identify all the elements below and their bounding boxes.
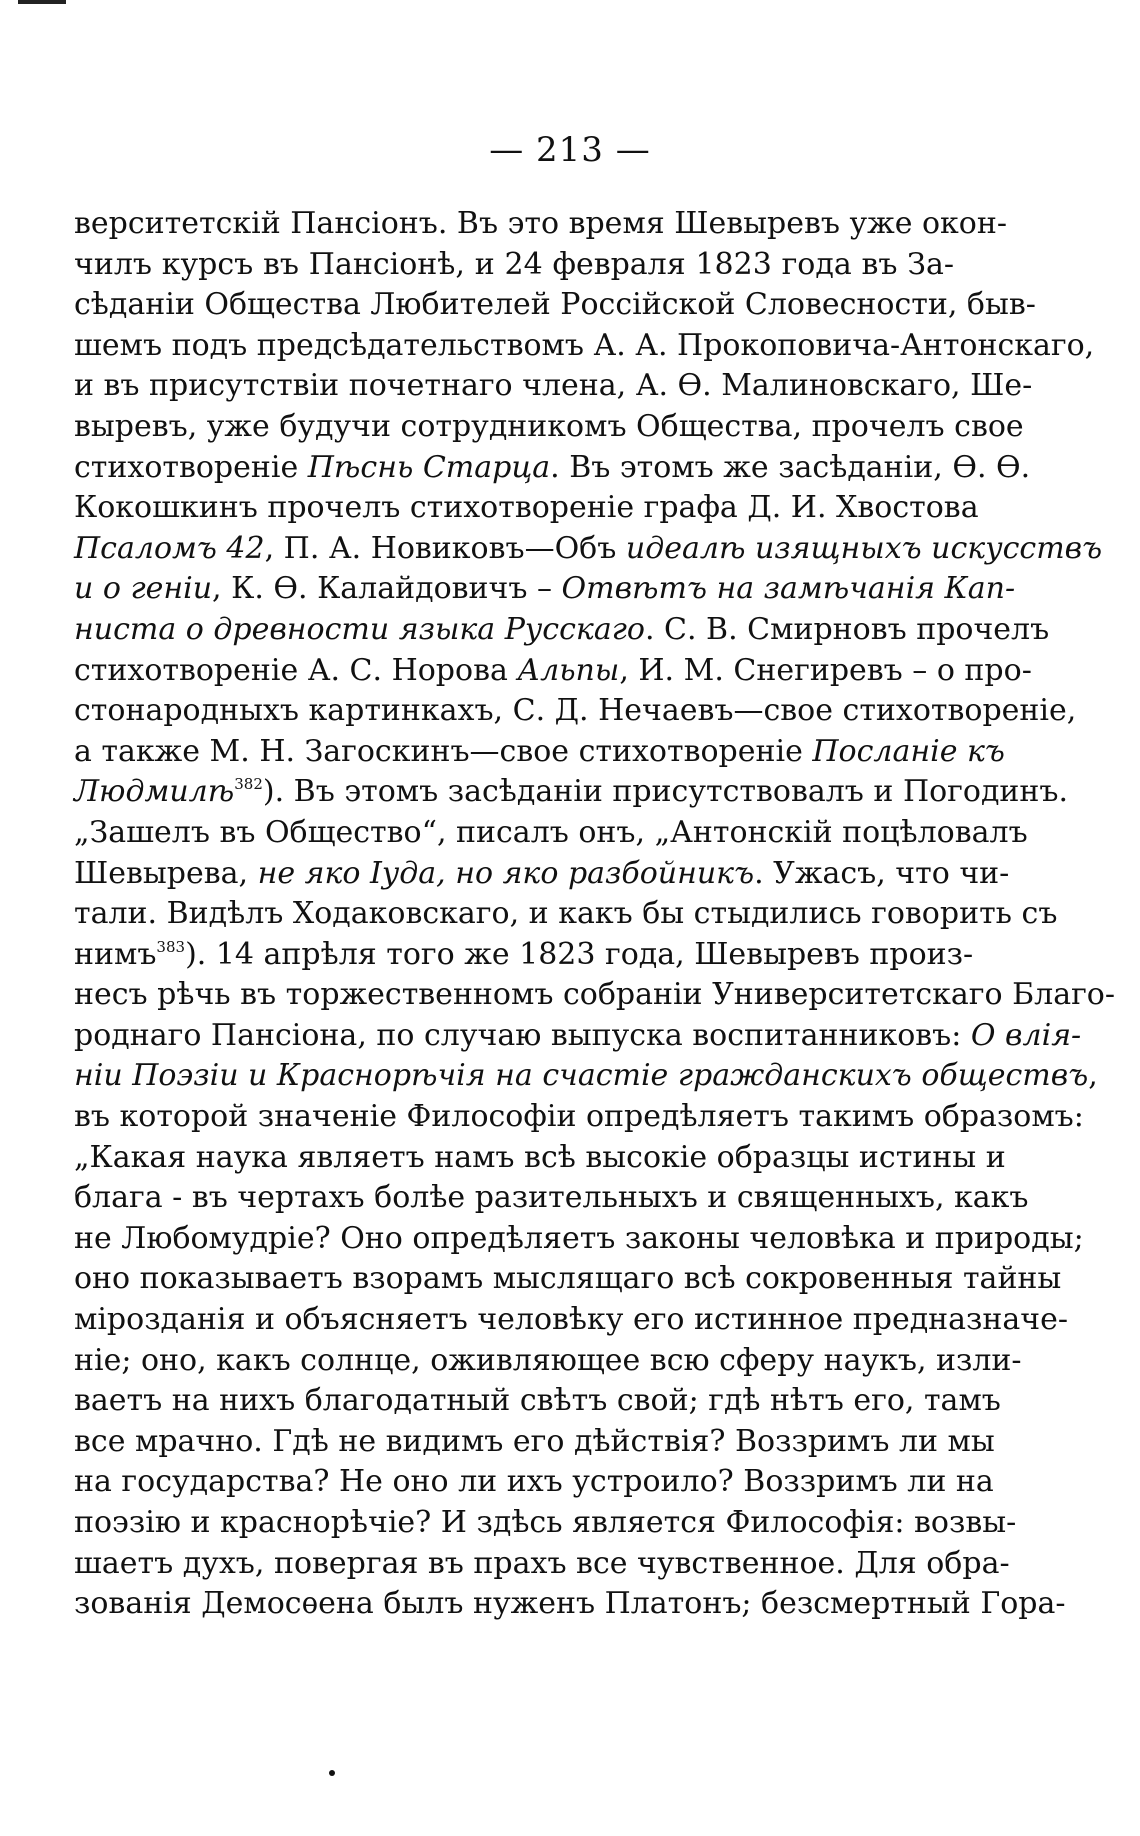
footnote-ref: 383 bbox=[156, 937, 186, 956]
footnote-ref: 382 bbox=[234, 775, 263, 794]
text-line bbox=[74, 935, 974, 976]
text-run: Отвѣтъ на замѣчанія Кап- bbox=[561, 571, 1016, 607]
text-line bbox=[74, 1422, 995, 1463]
text-run: все мрачно. Гдѣ не видимъ его дѣйствія? Воззримъ ли мы bbox=[74, 1423, 995, 1459]
text-line bbox=[74, 569, 1016, 610]
body-text bbox=[74, 204, 1116, 1625]
text-line bbox=[74, 1300, 1069, 1341]
text-run: верситетскій Пансіонъ. Въ это время Шевыревъ уже окон- bbox=[74, 206, 1008, 241]
text-run: ніи Поэзіи и Краснорѣчія на счастіе гражданскихъ обществъ bbox=[74, 1058, 1089, 1094]
text-run: , bbox=[1088, 1058, 1098, 1094]
text-line bbox=[74, 772, 1069, 813]
text-run: тали. Видѣлъ Ходаковскаго, и какъ бы стыдились говорить съ bbox=[74, 896, 1058, 932]
text-line bbox=[74, 1259, 1062, 1300]
text-run: ваетъ на нихъ благодатный свѣтъ свой; гдѣ нѣтъ его, тамъ bbox=[74, 1383, 1001, 1419]
text-run: чилъ курсъ въ Пансіонѣ, и 24 февраля 1823 года въ За- bbox=[74, 246, 954, 282]
text-line bbox=[74, 610, 1050, 651]
text-run: стихотвореніе А. С. Норова bbox=[74, 652, 518, 688]
text-line bbox=[74, 975, 1116, 1016]
text-run: идеалѣ изящныхъ искусствъ bbox=[625, 530, 1103, 566]
text-line bbox=[74, 1016, 1082, 1057]
scan-corner-mark bbox=[18, 0, 66, 4]
text-run: шаетъ духъ, повергая въ прахъ все чувственное. Для обра- bbox=[74, 1545, 1010, 1581]
text-line bbox=[74, 488, 979, 529]
text-run: стонародныхъ картинкахъ, С. Д. Нечаевъ—свое стихотвореніе, bbox=[74, 693, 1077, 729]
text-run: въ которой значеніе Философіи опредѣляетъ такимъ образомъ: bbox=[74, 1099, 1084, 1135]
text-run: Пѣснь Старца bbox=[307, 449, 551, 485]
text-line bbox=[74, 529, 1103, 570]
text-run: О влія- bbox=[970, 1017, 1082, 1053]
text-run: „Какая наука являетъ намъ всѣ высокіе образцы истины и bbox=[74, 1139, 1006, 1175]
text-run: . Ужасъ, что чи- bbox=[754, 855, 1010, 891]
text-line bbox=[74, 1178, 1029, 1219]
text-run: ). 14 апрѣля того же 1823 года, Шевыревъ произ- bbox=[185, 936, 974, 972]
text-run: , К. Ѳ. Калайдовичъ – bbox=[212, 571, 562, 607]
text-run: Посланіе къ bbox=[812, 733, 1005, 769]
text-run: на государства? Не оно ли ихъ устроило? Воззримъ ли на bbox=[74, 1464, 994, 1500]
text-line bbox=[74, 407, 1024, 448]
text-run: , И. М. Снегиревъ – о про- bbox=[619, 652, 1032, 688]
text-line bbox=[74, 1503, 1017, 1544]
text-line bbox=[74, 326, 1095, 367]
print-speck bbox=[329, 1770, 335, 1776]
text-run: и въ присутствіи почетнаго члена, А. Ѳ. Малиновскаго, Ше- bbox=[74, 368, 1033, 404]
text-run: не Любомудріе? Оно опредѣляетъ законы человѣка и природы; bbox=[74, 1220, 1084, 1256]
text-run: . С. В. Смирновъ прочелъ bbox=[644, 611, 1050, 647]
text-run: ніе; оно, какъ солнце, оживляющее всю сферу наукъ, изли- bbox=[74, 1342, 1022, 1378]
text-run: Альпы bbox=[517, 652, 620, 688]
text-line bbox=[74, 1341, 1022, 1382]
text-run: Людмилѣ bbox=[74, 774, 235, 810]
text-run: оно показываетъ взорамъ мыслящаго всѣ сокровенныя тайны bbox=[74, 1261, 1062, 1297]
text-line bbox=[74, 894, 1058, 935]
text-line bbox=[74, 1381, 1001, 1422]
text-line bbox=[74, 732, 1005, 773]
text-line bbox=[74, 854, 1010, 895]
text-line bbox=[74, 1219, 1084, 1260]
text-run: поэзію и краснорѣчіе? И здѣсь является Философія: возвы- bbox=[74, 1505, 1017, 1540]
text-run: Шевырева, bbox=[74, 855, 258, 891]
text-line bbox=[74, 204, 1008, 245]
text-line bbox=[74, 1056, 1098, 1097]
text-run: не яко Іуда, но яко разбойникъ bbox=[257, 855, 755, 891]
text-run: ниста о древности языка Русскаго bbox=[74, 611, 645, 647]
text-run: . Въ этомъ же засѣданіи, Ѳ. Ѳ. bbox=[550, 449, 1031, 485]
text-run: а также М. Н. Загоскинъ—свое стихотвореніе bbox=[74, 733, 813, 769]
text-line bbox=[74, 651, 1032, 692]
text-run: ). Въ этомъ засѣданіи присутствовалъ и Погодинъ. bbox=[262, 774, 1069, 810]
text-line bbox=[74, 1138, 1006, 1179]
text-run: зованія Демосѳена былъ нуженъ Платонъ; безсмертный Гора- bbox=[74, 1586, 1066, 1622]
text-line bbox=[74, 245, 954, 286]
text-run: , П. А. Новиковъ—Объ bbox=[264, 530, 626, 566]
page-number: — 213 — bbox=[489, 130, 651, 170]
text-line bbox=[74, 813, 1028, 854]
text-run: блага - въ чертахъ болѣе разительныхъ и священныхъ, какъ bbox=[74, 1180, 1029, 1216]
text-run: „Зашелъ въ Общество“, писалъ онъ, „Антонскій поцѣловалъ bbox=[74, 814, 1028, 850]
text-line bbox=[74, 1097, 1084, 1138]
text-line bbox=[74, 1544, 1010, 1585]
text-run: мірозданія и объясняетъ человѣку его истинное предназначе- bbox=[74, 1302, 1069, 1338]
text-run: и о геніи bbox=[74, 571, 213, 607]
text-run: несъ рѣчь въ торжественномъ собраніи Университетскаго Благо- bbox=[74, 977, 1116, 1013]
text-line bbox=[74, 691, 1077, 732]
text-run: стихотвореніе bbox=[74, 449, 308, 485]
text-run: шемъ подъ предсѣдательствомъ А. А. Прокоповича-Антонскаго, bbox=[74, 327, 1095, 363]
text-line bbox=[74, 285, 1036, 326]
text-run: роднаго Пансіона, по случаю выпуска воспитанниковъ: bbox=[74, 1017, 971, 1053]
text-run: Кокошкинъ прочелъ стихотвореніе графа Д. И. Хвостова bbox=[74, 490, 979, 526]
text-run: сѣданіи Общества Любителей Россійской Словесности, быв- bbox=[74, 287, 1036, 323]
text-line bbox=[74, 366, 1033, 407]
text-run: выревъ, уже будучи сотрудникомъ Общества, прочелъ свое bbox=[74, 408, 1024, 444]
text-line bbox=[74, 1584, 1066, 1625]
text-run: нимъ bbox=[74, 936, 157, 972]
text-line bbox=[74, 1462, 994, 1503]
text-line bbox=[74, 448, 1031, 489]
text-run: Псаломъ 42 bbox=[74, 530, 265, 566]
